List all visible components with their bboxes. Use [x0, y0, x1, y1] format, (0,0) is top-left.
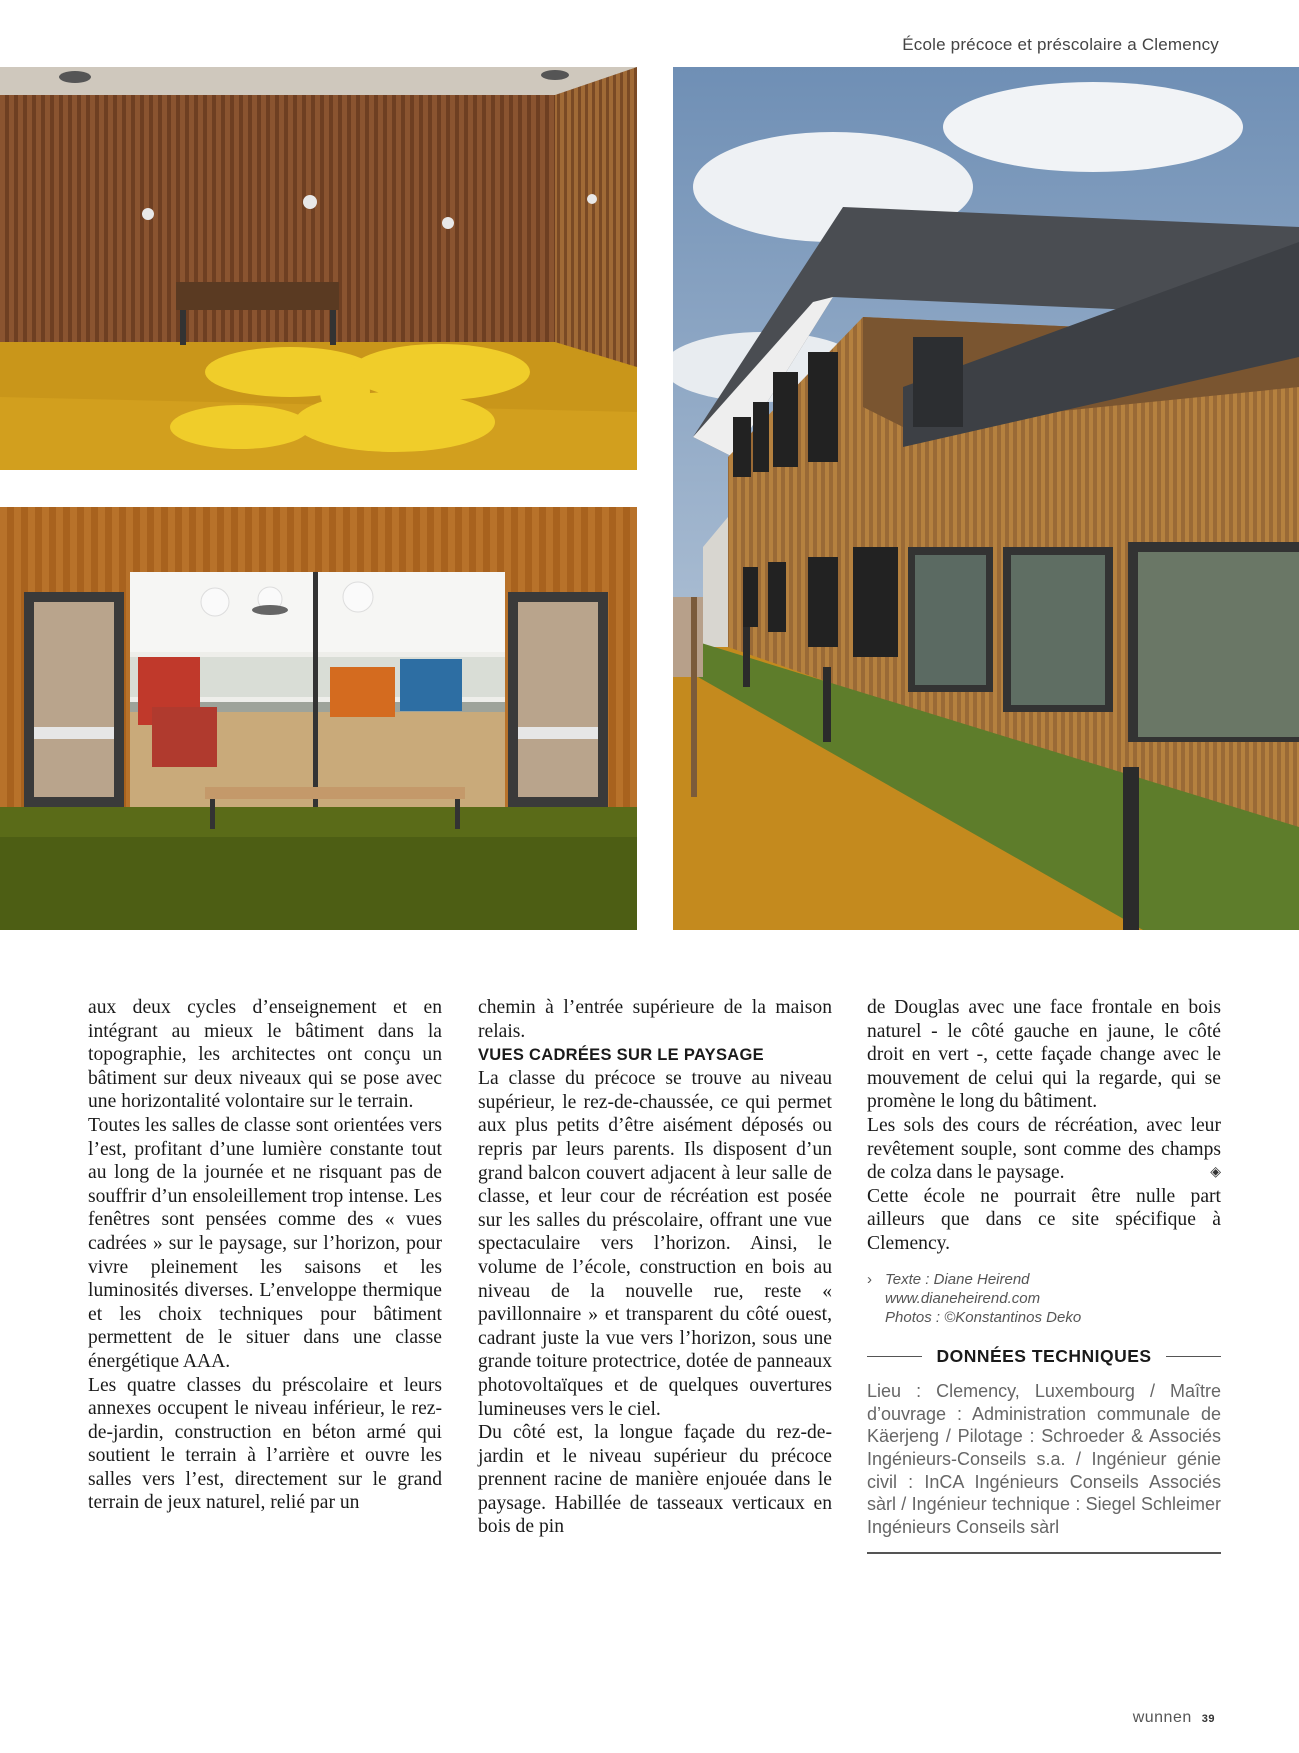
article-credits: [867, 1270, 1221, 1327]
end-mark-icon: ◈: [1210, 1164, 1221, 1181]
column1-paragraph-1: aux deux cycles d’enseignement et en intégrant au mieux le bâtiment dans la topographie, les architectes ont conçu un bâtiment sur deux niveaux qui se pose avec une horizontalité volontaire sur le terrain.: [88, 997, 442, 1113]
column3-paragraph-1: de Douglas avec une face frontale en bois naturel - le côté gauche en jaune, le côté droit en vert -, cette façade change avec le mouvement de celui qui la regarde, qui se promène le long du bâtiment.: [867, 997, 1221, 1113]
photo-exterior-facade: [673, 67, 1299, 930]
tech-data-bottom-rule: [867, 1552, 1221, 1554]
credit-photos: Photos : ©Konstantinos Deko: [885, 1308, 1082, 1326]
column3-paragraph-2: [867, 1114, 1221, 1185]
credit-author: Texte : Diane Heirend: [885, 1270, 1030, 1288]
page-number: 39: [1201, 1713, 1215, 1725]
text-column-2: [478, 996, 832, 1539]
column2-paragraph-2: Du côté est, la longue façade du rez-de-jardin et le niveau supérieur du précoce prennent racine de manière enjouée dans le paysage. Habillée de tasseaux verticaux en bois de pin: [478, 1422, 832, 1538]
photo-interior-hall-image: [0, 67, 637, 470]
page-footer: [1133, 1709, 1215, 1727]
column3-paragraph-3: Cette école ne pourrait être nulle part ailleurs que dans ce site spécifique à Clemency.: [867, 1185, 1221, 1254]
running-header: École précoce et préscolaire a Clemency: [902, 35, 1219, 54]
section-subheading: VUES CADRÉES SUR LE PAYSAGE: [478, 1046, 764, 1065]
tech-data-body: Lieu : Clemency, Luxembourg / Maître d’ouvrage : Administration communale de Käerjeng / Pilotage : Schroeder & Associés Ingénieurs-Conseils s.a. / Ingénieur génie civil : InCA Ingénieurs Conseils Associés sàrl / Ingénieur technique : Siegel Schleimer Ingénieurs Conseils sàrl: [867, 1381, 1221, 1537]
column2-intro: chemin à l’entrée supérieure de la maison relais.: [478, 997, 832, 1042]
photo-entrance-glazing-image: [0, 507, 637, 930]
column1-paragraph-3: Les quatre classes du préscolaire et leurs annexes occupent le niveau inférieur, le rez-de-jardin, construction en béton armé qui soutient le terrain à l’arrière et ouvre les salles vers l’est, directement sur le grand terrain de jeux naturel, relié par un: [88, 1374, 442, 1514]
text-column-3: [867, 996, 1221, 1554]
text-column-1: [88, 996, 442, 1515]
tech-data-title: DONNÉES TECHNIQUES: [936, 1345, 1152, 1366]
magazine-name: wunnen: [1132, 1709, 1192, 1726]
column3-paragraph-2-text: Les sols des cours de récréation, avec leur revêtement souple, sont comme des champs de colza dans le paysage.: [867, 1114, 1221, 1184]
chevron-right-icon: ›: [867, 1270, 872, 1288]
heading-rule-left: [867, 1356, 922, 1358]
photo-interior-hall: [0, 67, 637, 470]
photo-exterior-facade-image: [673, 67, 1299, 930]
credit-website: www.dianeheirend.com: [885, 1289, 1041, 1307]
column2-paragraph-1: La classe du précoce se trouve au niveau supérieur, le rez-de-chaussée, ce qui permet aux plus petits d’être aisément déposés ou repris par leurs parents. Ils disposent d’un grand balcon couvert adjacent à leur salle de classe, et leur cour de récréation est posée sur les salles du préscolaire, offrant une vue spectaculaire vers l’horizon. Ainsi, le volume de l’école, construction en bois au niveau de la nouvelle rue, reste « pavillonnaire » et transparent du côté ouest, cadrant juste la vue vers l’horizon, sous une grande toiture protectrice, dotée de panneaux photovoltaïques et de quelques ouvertures lumineuses vers le ciel.: [478, 1068, 832, 1420]
photo-entrance-glazing: [0, 507, 637, 930]
tech-data-heading: [867, 1345, 1221, 1369]
heading-rule-right: [1166, 1356, 1221, 1358]
column1-paragraph-2: Toutes les salles de classe sont orientées vers l’est, profitant d’une lumière constante tout au long de la journée et ne risquant pas de souffrir d’un ensoleillement trop intense. Les fenêtres sont pensées comme des « vues cadrées » sur le paysage, sur l’horizon, pour vivre pleinement les saisons et les luminosités diverses. L’enveloppe thermique et les choix techniques pour bâtiment permettent de le situer dans une classe énergétique AAA.: [88, 1114, 442, 1372]
